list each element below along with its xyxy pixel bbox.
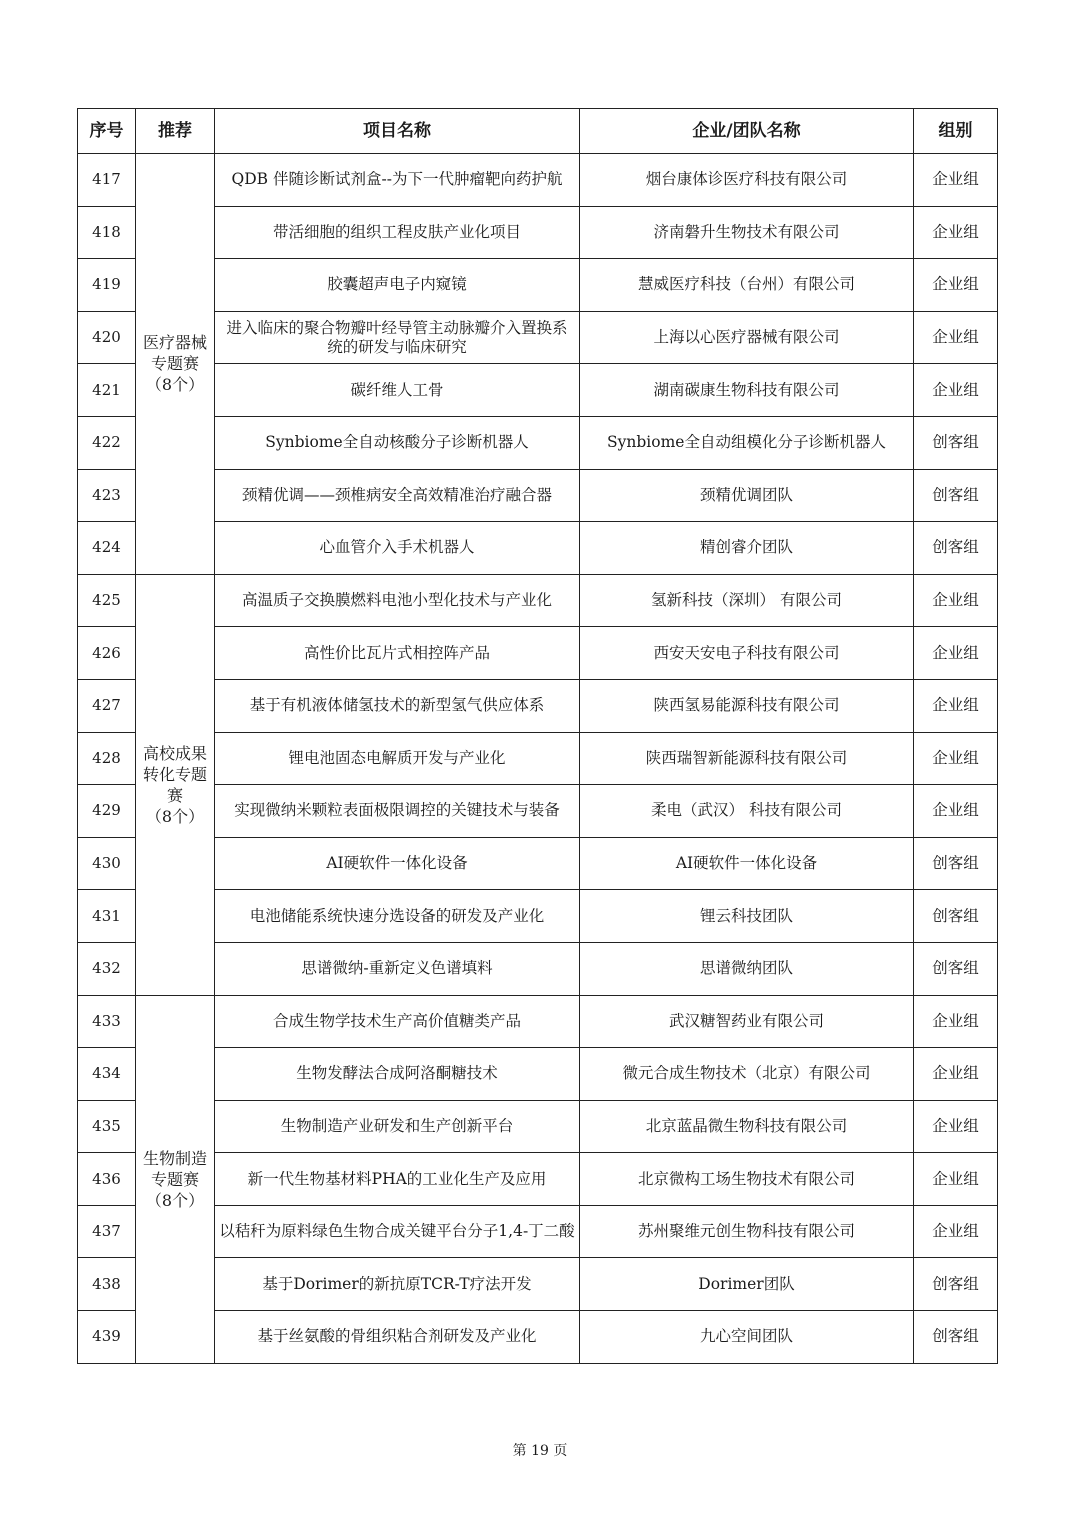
row-seq: 438 <box>78 1258 136 1311</box>
row-project-name: Synbiome全自动核酸分子诊断机器人 <box>215 416 580 469</box>
row-group: 企业组 <box>914 154 998 207</box>
row-group: 企业组 <box>914 732 998 785</box>
row-group: 企业组 <box>914 785 998 838</box>
row-company-name: 氢新科技（深圳） 有限公司 <box>580 574 914 627</box>
row-group: 企业组 <box>914 1205 998 1258</box>
row-company-name: Synbiome全自动组模化分子诊断机器人 <box>580 416 914 469</box>
row-seq: 429 <box>78 785 136 838</box>
section-label <box>136 154 215 575</box>
row-seq: 431 <box>78 890 136 943</box>
row-company-name: 北京蓝晶微生物科技有限公司 <box>580 1100 914 1153</box>
row-seq: 422 <box>78 416 136 469</box>
table-row <box>78 890 998 943</box>
row-group: 企业组 <box>914 574 998 627</box>
row-group: 创客组 <box>914 416 998 469</box>
row-seq: 419 <box>78 259 136 312</box>
row-company-name: 九心空间团队 <box>580 1311 914 1364</box>
row-project-name: 基于丝氨酸的骨组织粘合剂研发及产业化 <box>215 1311 580 1364</box>
row-seq: 428 <box>78 732 136 785</box>
row-company-name: 湖南碳康生物科技有限公司 <box>580 364 914 417</box>
row-project-name: 基于Dorimer的新抗原TCR-T疗法开发 <box>215 1258 580 1311</box>
table-row <box>78 785 998 838</box>
row-seq: 433 <box>78 995 136 1048</box>
row-seq: 423 <box>78 469 136 522</box>
row-company-name: 陕西瑞智新能源科技有限公司 <box>580 732 914 785</box>
row-company-name: AI硬软件一体化设备 <box>580 837 914 890</box>
header-recommend: 推荐 <box>136 109 215 154</box>
table-row <box>78 574 998 627</box>
section-label-text: 生物制造 专题赛 （8个） <box>142 1148 207 1210</box>
table-row <box>78 942 998 995</box>
table-row <box>78 1048 998 1101</box>
row-group: 企业组 <box>914 995 998 1048</box>
row-seq: 430 <box>78 837 136 890</box>
row-project-name: 带活细胞的组织工程皮肤产业化项目 <box>215 206 580 259</box>
row-seq: 421 <box>78 364 136 417</box>
row-company-name: Dorimer团队 <box>580 1258 914 1311</box>
table-row <box>78 1311 998 1364</box>
row-project-name: 锂电池固态电解质开发与产业化 <box>215 732 580 785</box>
table-row <box>78 732 998 785</box>
row-project-name: 合成生物学技术生产高价值糖类产品 <box>215 995 580 1048</box>
row-group: 创客组 <box>914 1311 998 1364</box>
table-row <box>78 1258 998 1311</box>
row-project-name: 胶囊超声电子内窥镜 <box>215 259 580 312</box>
row-seq: 434 <box>78 1048 136 1101</box>
table-row <box>78 154 998 207</box>
row-company-name: 西安天安电子科技有限公司 <box>580 627 914 680</box>
row-project-name: 新一代生物基材料PHA的工业化生产及应用 <box>215 1153 580 1206</box>
row-company-name: 济南磐升生物技术有限公司 <box>580 206 914 259</box>
row-group: 创客组 <box>914 522 998 575</box>
row-group: 企业组 <box>914 206 998 259</box>
project-list-table <box>77 108 998 1364</box>
row-project-name: 高温质子交换膜燃料电池小型化技术与产业化 <box>215 574 580 627</box>
row-seq: 418 <box>78 206 136 259</box>
section-label <box>136 995 215 1363</box>
row-group: 企业组 <box>914 627 998 680</box>
table-row <box>78 364 998 417</box>
table-row <box>78 837 998 890</box>
header-group: 组别 <box>914 109 998 154</box>
row-group: 企业组 <box>914 1100 998 1153</box>
table-row <box>78 627 998 680</box>
row-project-name: 颈精优调——颈椎病安全高效精准治疗融合器 <box>215 469 580 522</box>
header-company: 企业/团队名称 <box>580 109 914 154</box>
row-group: 创客组 <box>914 837 998 890</box>
row-group: 创客组 <box>914 890 998 943</box>
row-project-name: 电池储能系统快速分选设备的研发及产业化 <box>215 890 580 943</box>
row-company-name: 柔电（武汉） 科技有限公司 <box>580 785 914 838</box>
row-project-name: 思谱微纳-重新定义色谱填料 <box>215 942 580 995</box>
row-project-name: AI硬软件一体化设备 <box>215 837 580 890</box>
row-company-name: 北京微构工场生物技术有限公司 <box>580 1153 914 1206</box>
row-company-name: 烟台康体诊医疗科技有限公司 <box>580 154 914 207</box>
header-project: 项目名称 <box>215 109 580 154</box>
row-seq: 424 <box>78 522 136 575</box>
row-company-name: 苏州聚维元创生物科技有限公司 <box>580 1205 914 1258</box>
row-seq: 432 <box>78 942 136 995</box>
row-seq: 426 <box>78 627 136 680</box>
row-group: 企业组 <box>914 1048 998 1101</box>
row-project-name: 基于有机液体储氢技术的新型氢气供应体系 <box>215 679 580 732</box>
row-project-name: 心血管介入手术机器人 <box>215 522 580 575</box>
section-label-text: 医疗器械 专题赛 （8个） <box>142 333 207 395</box>
row-project-name: 碳纤维人工骨 <box>215 364 580 417</box>
row-group: 创客组 <box>914 1258 998 1311</box>
row-project-name: 实现微纳米颗粒表面极限调控的关键技术与装备 <box>215 785 580 838</box>
table-row <box>78 259 998 312</box>
page-number: 第 19 页 <box>512 1443 568 1459</box>
table-row <box>78 469 998 522</box>
row-group: 企业组 <box>914 364 998 417</box>
row-seq: 436 <box>78 1153 136 1206</box>
row-group: 企业组 <box>914 679 998 732</box>
row-group: 企业组 <box>914 259 998 312</box>
row-company-name: 颈精优调团队 <box>580 469 914 522</box>
row-company-name: 慧威医疗科技（台州）有限公司 <box>580 259 914 312</box>
table-body <box>78 154 998 1364</box>
row-project-name: 进入临床的聚合物瓣叶经导管主动脉瓣介入置换系统的研发与临床研究 <box>215 311 580 364</box>
row-company-name: 武汉糖智药业有限公司 <box>580 995 914 1048</box>
table-row <box>78 1205 998 1258</box>
row-seq: 439 <box>78 1311 136 1364</box>
row-company-name: 上海以心医疗器械有限公司 <box>580 311 914 364</box>
row-seq: 427 <box>78 679 136 732</box>
row-company-name: 微元合成生物技术（北京）有限公司 <box>580 1048 914 1101</box>
table-header-row <box>78 109 998 154</box>
table-row <box>78 679 998 732</box>
row-company-name: 陕西氢易能源科技有限公司 <box>580 679 914 732</box>
table-row <box>78 206 998 259</box>
row-company-name: 精创睿介团队 <box>580 522 914 575</box>
row-company-name: 思谱微纳团队 <box>580 942 914 995</box>
section-label-text: 高校成果 转化专题 赛 （8个） <box>142 743 207 826</box>
row-seq: 417 <box>78 154 136 207</box>
row-group: 企业组 <box>914 1153 998 1206</box>
row-project-name: 生物发酵法合成阿洛酮糖技术 <box>215 1048 580 1101</box>
row-project-name: 生物制造产业研发和生产创新平台 <box>215 1100 580 1153</box>
header-seq: 序号 <box>78 109 136 154</box>
table-row <box>78 416 998 469</box>
section-label <box>136 574 215 995</box>
row-project-name: QDB 伴随诊断试剂盒--为下一代肿瘤靶向药护航 <box>215 154 580 207</box>
table-row <box>78 522 998 575</box>
row-company-name: 锂云科技团队 <box>580 890 914 943</box>
table-row <box>78 311 998 364</box>
row-project-name: 高性价比瓦片式相控阵产品 <box>215 627 580 680</box>
row-seq: 425 <box>78 574 136 627</box>
row-seq: 435 <box>78 1100 136 1153</box>
table-row <box>78 1153 998 1206</box>
table-row <box>78 1100 998 1153</box>
row-project-name: 以秸秆为原料绿色生物合成关键平台分子1,4-丁二酸 <box>215 1205 580 1258</box>
table-row <box>78 995 998 1048</box>
row-seq: 437 <box>78 1205 136 1258</box>
row-group: 创客组 <box>914 942 998 995</box>
row-seq: 420 <box>78 311 136 364</box>
row-group: 创客组 <box>914 469 998 522</box>
row-group: 企业组 <box>914 311 998 364</box>
